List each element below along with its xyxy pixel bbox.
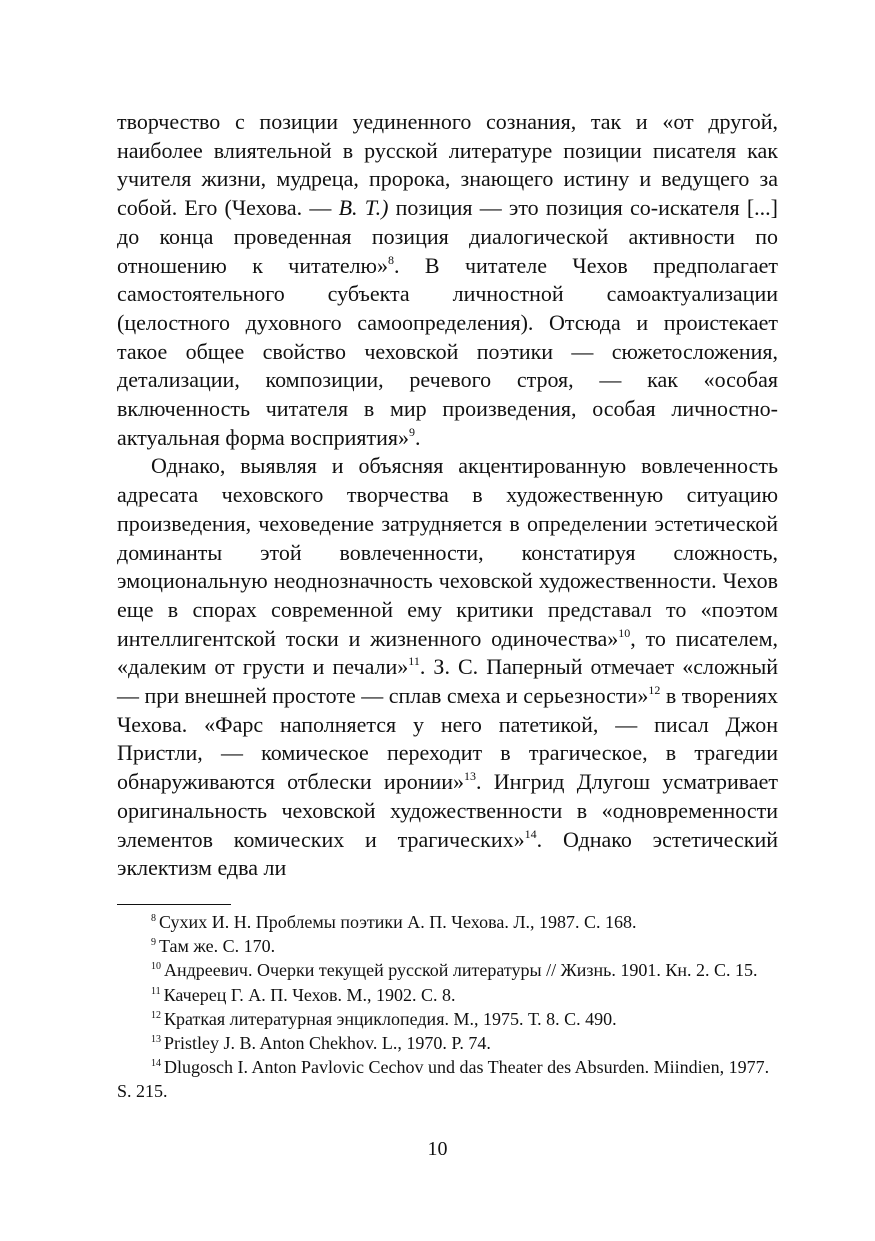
paragraph-2 xyxy=(117,452,778,883)
footnote-14 xyxy=(117,1055,778,1103)
footnote-number: 10 xyxy=(151,961,161,973)
footnote-text: Краткая литературная энциклопедия. М., 1975. Т. 8. С. 490. xyxy=(164,1008,617,1029)
footnote-text: Сухих И. Н. Проблемы поэтики А. П. Чехова. Л., 1987. С. 168. xyxy=(159,912,637,932)
footnote-10 xyxy=(117,958,778,982)
footnote-ref-8[interactable]: 8 xyxy=(388,252,394,267)
footnote-8 xyxy=(117,910,778,934)
paragraph-1-text-3: . В читателе Чехов предполагает самостоятельного субъекта личностной самоактуализации (целостного духовного самоопределения). Отсюда и проистекает такое общее свойство чеховской поэтики — сюжетосложения, детализации, композиции, речевого строя, — как «особая включенность читателя в мир произведения, особая личностно-актуальная форма восприятия» xyxy=(117,252,778,450)
footnote-ref-13[interactable]: 13 xyxy=(464,769,477,784)
paragraph-1 xyxy=(117,108,778,452)
page-number: 10 xyxy=(427,1138,448,1160)
footnote-text: Dlugosch I. Anton Pavlovic Cechov und das Theater des Absurden. Miindien, 1977. S. 215. xyxy=(117,1057,770,1102)
paragraph-2-text-4: в творениях Чехова. «Фарс наполняется у него патетикой, — писал Джон Пристли, — комическое переходит в трагическое, в трагедии обнаруживаются отблески иронии» xyxy=(117,683,779,795)
footnote-13 xyxy=(117,1031,778,1055)
footnote-12 xyxy=(117,1007,778,1031)
footnote-number: 8 xyxy=(151,913,156,924)
footnote-number: 13 xyxy=(151,1034,161,1046)
paragraph-2-text-2: , то писателем, «далеким от грусти и печали» xyxy=(117,625,778,680)
footnote-number: 14 xyxy=(151,1058,161,1070)
paragraph-1-text-2: позиция — это позиция со-искателя [...] до конца проведенная позиция диалогической активности по отношению к читателю» xyxy=(117,195,778,278)
main-text xyxy=(117,108,778,883)
footnote-9 xyxy=(117,934,778,958)
footnote-11 xyxy=(117,983,778,1007)
footnote-ref-9[interactable]: 9 xyxy=(409,424,416,439)
paragraph-2-text-6: . Однако эстетический эклектизм едва ли xyxy=(117,826,778,881)
footnote-ref-14[interactable]: 14 xyxy=(524,826,537,841)
footnote-number: 11 xyxy=(151,985,161,997)
paragraph-2-text-5: . Ингрид Длугош усматривает оригинальность чеховской художественности в «одновременности элементов комических и трагических» xyxy=(117,769,778,852)
footnote-ref-11[interactable]: 11 xyxy=(408,654,420,669)
footnote-number: 9 xyxy=(151,937,156,949)
paragraph-1-text-4: . xyxy=(415,424,421,450)
footnote-divider xyxy=(117,904,231,905)
paragraph-2-text-3: . З. С. Паперный отмечает «сложный — при внешней простоте — сплав смеха и серьезности» xyxy=(117,654,778,709)
paragraph-1-text-1: творчество с позиции уединенного сознания, так и «от другой, наиболее влиятельной в русской литературе позиции писателя как учителя жизни, мудреца, пророка, знающего истину и ведущего за собой. Его (Чехова. — xyxy=(117,109,778,221)
footnote-ref-12[interactable]: 12 xyxy=(648,683,661,698)
footnote-number: 12 xyxy=(151,1009,161,1021)
footnote-text: Там же. С. 170. xyxy=(159,936,276,957)
footnote-text: Pristley J. B. Anton Chekhov. L., 1970. P. 74. xyxy=(164,1033,491,1054)
footnote-text: Качерец Г. А. П. Чехов. М., 1902. С. 8. xyxy=(163,984,456,1005)
paragraph-2-text-1: Однако, выявляя и объясняя акцентированную вовлеченность адресата чеховского творчества в художественную ситуацию произведения, чеховедение затрудняется в определении эстетической доминанты этой вовлеченности, констатируя сложность, эмоциональную неоднозначность чеховской художественности. Чехов еще в спорах современной ему критики представал то «поэтом интеллигентской тоски и жизненного одиночества» xyxy=(117,453,778,651)
footnote-ref-10[interactable]: 10 xyxy=(618,625,631,640)
paragraph-1-italic-initials: В. Т.) xyxy=(338,195,389,221)
footnote-text: Андреевич. Очерки текущей русской литературы // Жизнь. 1901. Кн. 2. С. 15. xyxy=(164,960,758,981)
footnotes xyxy=(117,910,778,1104)
